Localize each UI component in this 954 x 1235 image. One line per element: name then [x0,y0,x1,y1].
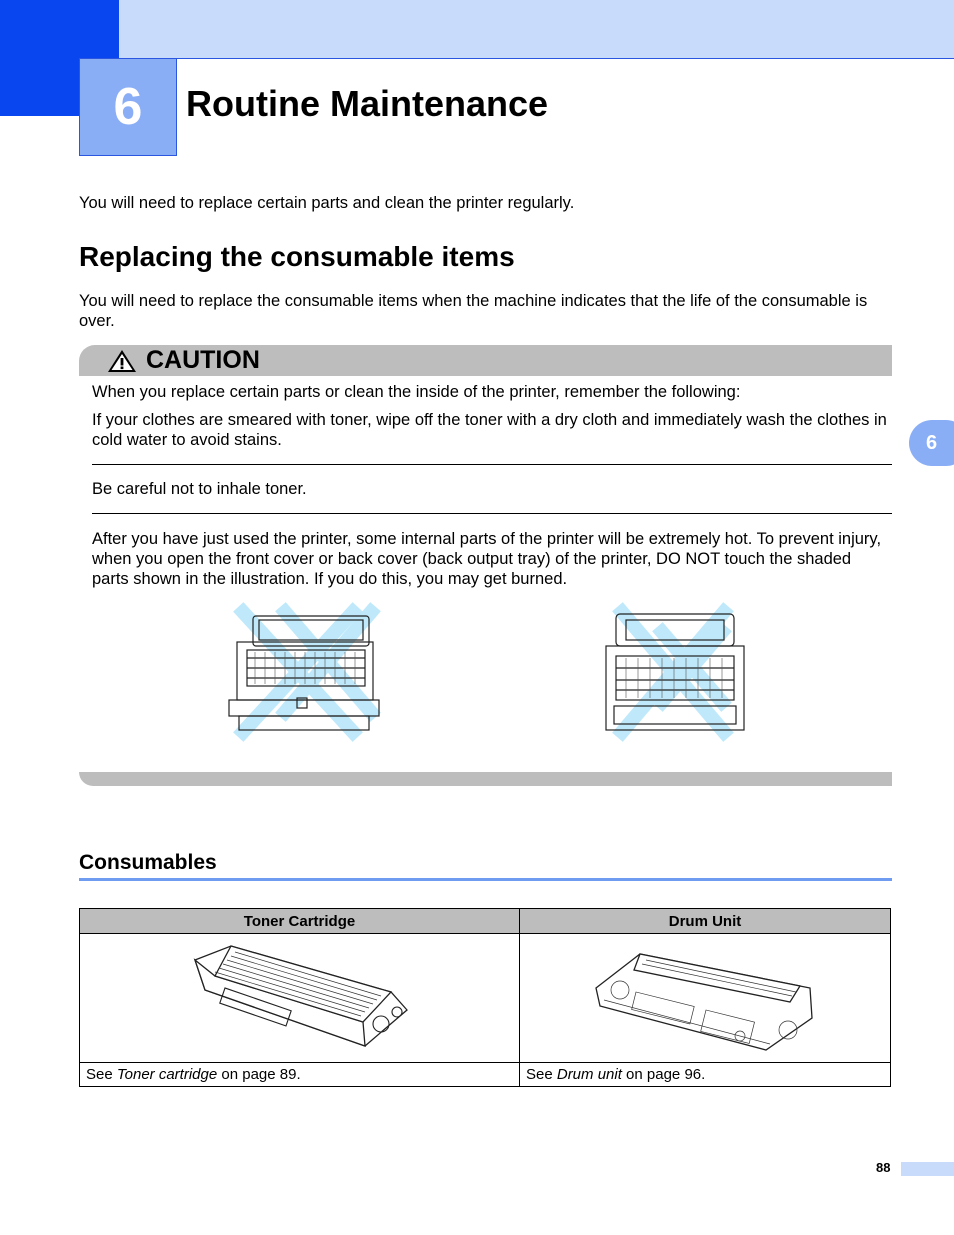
caution-line-3: Be careful not to inhale toner. [92,480,307,498]
drum-ref-page: on page 96. [621,1066,706,1083]
chapter-title: Routine Maintenance [186,83,549,124]
drum-image-cell [520,934,891,1063]
table-header-row [80,909,891,934]
drum-unit-link[interactable]: Drum unit [556,1066,622,1083]
table-row [80,934,891,1063]
drum-ref-prefix: See [526,1066,557,1083]
caution-divider [92,464,892,465]
caution-label: CAUTION [146,346,260,374]
page-footer-bar [901,1162,954,1176]
chapter-number: 6 [79,58,177,156]
toner-image-cell [80,934,520,1063]
table-row [80,1063,891,1087]
section-text: You will need to replace the consumable items when the machine indicates that the life of the consumable is over. [79,292,868,330]
printer-back-open-illustration [602,602,748,742]
chapter-side-tab[interactable]: 6 [909,420,954,466]
consumables-title: Consumables [79,851,217,874]
header-band [0,0,954,59]
intro-text: You will need to replace certain parts and clean the printer regularly. [79,194,575,212]
drum-header: Drum Unit [520,909,891,934]
toner-reference [80,1063,520,1087]
caution-line-1: When you replace certain parts or clean the inside of the printer, remember the following: [92,383,741,401]
toner-header: Toner Cartridge [80,909,520,934]
page-number: 88 [876,1160,891,1175]
printer-front-open-illustration [225,602,381,742]
toner-ref-page: on page 89. [217,1066,301,1083]
caution-line-2: If your clothes are smeared with toner, wipe off the toner with a dry cloth and immediately wash the clothes in cold water to avoid stains. [92,411,887,449]
warning-icon [107,349,137,373]
toner-cartridge-link[interactable]: Toner cartridge [116,1066,218,1083]
drum-reference [520,1063,891,1087]
caution-footer-bar [79,772,892,786]
caution-divider [92,513,892,514]
toner-ref-prefix: See [86,1066,117,1083]
consumables-rule [79,878,892,881]
section-title: Replacing the consumable items [79,241,515,272]
toner-cartridge-illustration [185,940,415,1052]
caution-line-4: After you have just used the printer, some internal parts of the printer will be extremely hot. To prevent injury, when you open the front cover or back cover (back output tray) of the printer, DO NOT touch the shaded parts shown in the illustration. If you do this, you may get burned. [92,530,882,588]
drum-unit-illustration [590,940,820,1052]
consumables-table [79,908,891,1087]
